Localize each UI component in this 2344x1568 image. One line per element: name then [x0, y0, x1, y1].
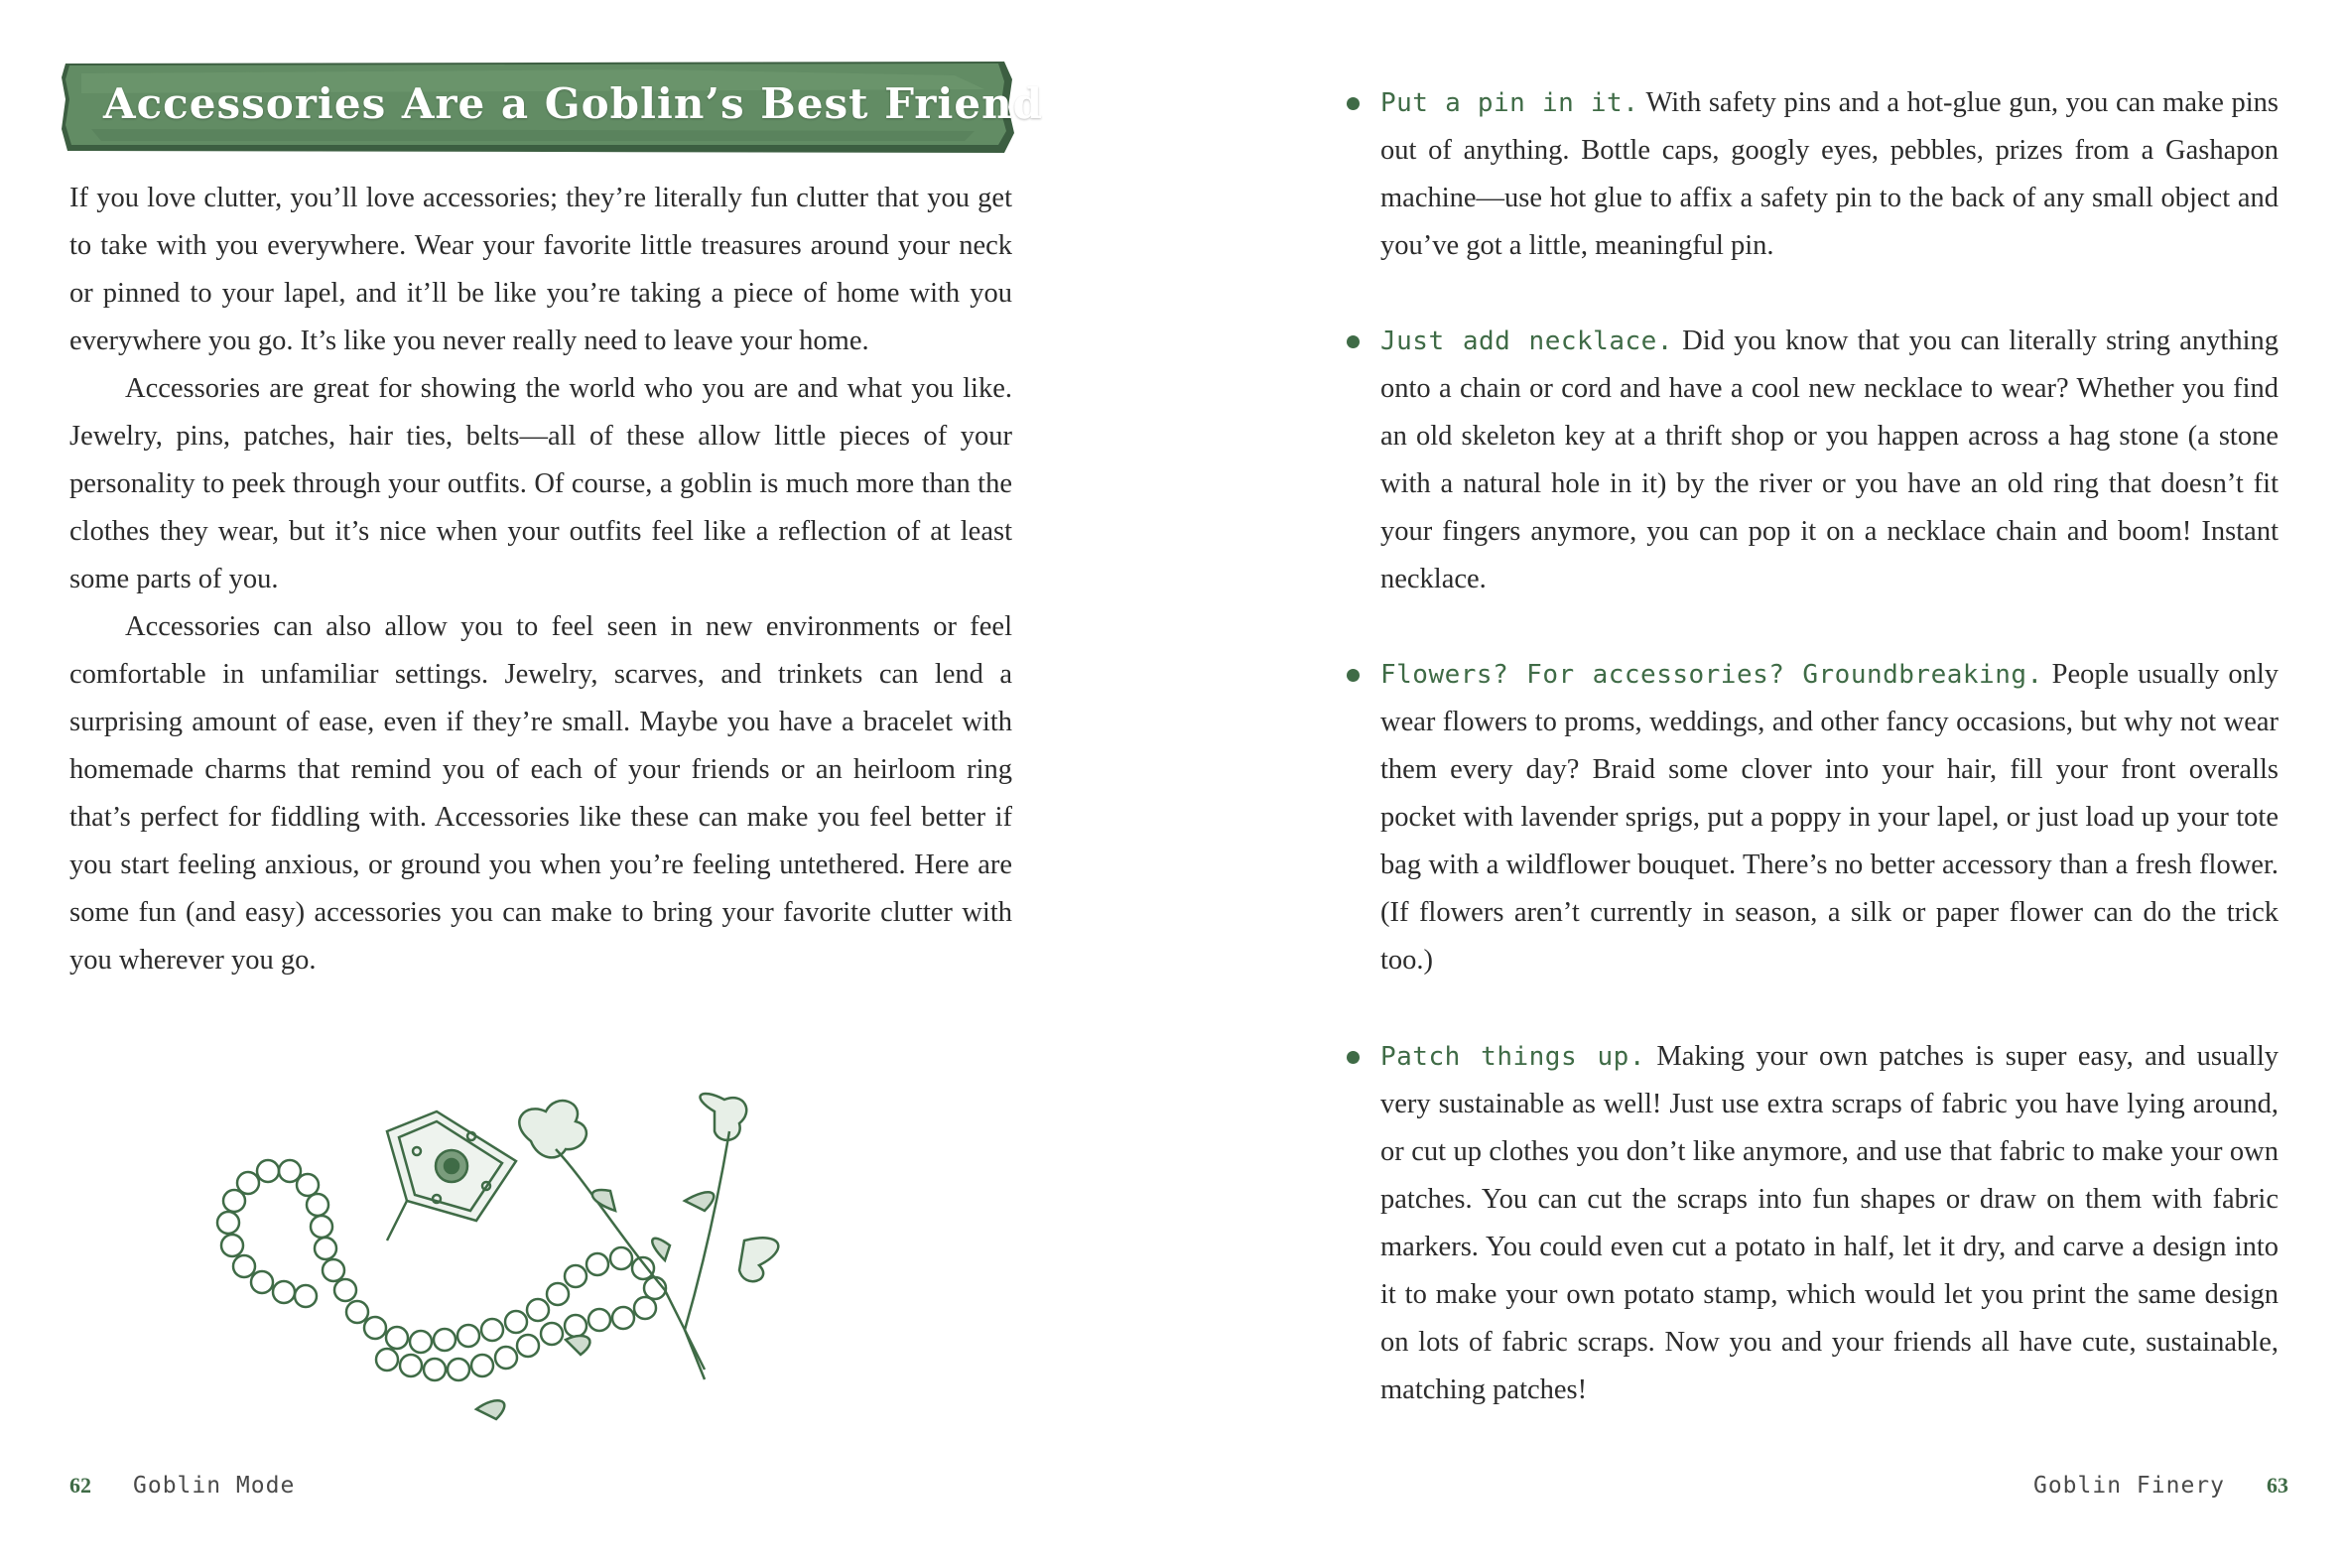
page-number: 62 — [69, 1473, 91, 1498]
list-item — [1380, 79, 2279, 270]
right-folio — [2033, 1473, 2288, 1499]
bullet-lead: Just add necklace. — [1380, 327, 1673, 356]
list-item — [1380, 1033, 2279, 1414]
left-folio — [69, 1473, 295, 1499]
bullet-icon — [1347, 97, 1360, 110]
paragraph: Accessories can also allow you to feel seen in new environments or feel comfortable in unfamiliar settings. Jewelry, scarves, and trinkets can lend a surprising amount of ease, even if they’re small. Maybe you have a bracelet with homemade charms that remind you of each of your friends or an heirloom ring that’s perfect for fiddling with. Accessories like these can make you feel better if you start feeling anxious, or ground you when you’re feeling untethered. Here are some fun (and easy) accessories you can make to bring your favorite clutter with you wherever you go. — [69, 611, 1012, 976]
section-heading-banner — [62, 60, 1043, 155]
running-title: Goblin Finery — [2032, 1473, 2225, 1499]
paragraph: If you love clutter, you’ll love accessories; they’re literally fun clutter that you get to take with you everywhere. Wear your favorite little treasures around your neck or pinned to your lapel, and it’ll be like you’re taking a piece of home with you everywhere you go. It’s like you never really need to leave your home. — [69, 183, 1012, 356]
bullet-text: Making your own patches is super easy, and usually very sustainable as well! Just use extra scraps of fabric you have lying around, or cut up clothes you don’t like anymore, and use that fabric to make your own patches. You can cut the scraps into fun shapes or draw on them with fabric markers. You could even cut a potato in half, let it dry, and carve a design into it to make your own potato stamp, which would let you print the same design on lots of fabric scraps. Now you and your friends all have cute, sustainable, matching patches! — [1380, 1041, 2279, 1405]
bullet-text: With safety pins and a hot-glue gun, you can make pins out of anything. Bottle caps, googly eyes, pebbles, prizes from a Gashapon machine—use hot glue to affix a safety pin to the back of any small object and you’ve got a little, meaningful pin. — [1380, 87, 2279, 261]
right-page — [1172, 0, 2344, 1568]
bullet-lead: Put a pin in it. — [1380, 88, 1639, 118]
running-title: Goblin Mode — [133, 1473, 296, 1499]
flowers-icon — [476, 1094, 778, 1419]
bullet-icon — [1347, 335, 1360, 348]
bullet-lead: Flowers? For accessories? Groundbreaking. — [1380, 660, 2043, 690]
list-item — [1380, 651, 2279, 984]
section-heading: Accessories Are a Goblin’s Best Friend — [103, 79, 1043, 128]
bullet-text: People usually only wear flowers to proms, weddings, and other fancy occasions, but why not wear them every day? Braid some clover into your hair, fill your front overalls pocket with lavender sprigs, put a poppy in your lapel, or just load up your tote bag with a wildflower bouquet. There’s no better accessory than a fresh flower. (If flowers aren’t currently in season, a silk or paper flower can do the trick too.) — [1380, 659, 2279, 976]
accessories-illustration — [149, 1092, 873, 1449]
list-item — [1380, 318, 2279, 603]
brooch-pin-icon — [387, 1111, 516, 1241]
bullet-icon — [1347, 669, 1360, 682]
bullet-text: Did you know that you can literally string anything onto a chain or cord and have a cool new necklace to wear? Whether you find an old skeleton key at a thrift shop or you happen across a hag stone (a stone with a natural hole in it) by the river or you have an old ring that doesn’t fit your fingers anymore, you can pop it on a necklace chain and boom! Instant necklace. — [1380, 326, 2279, 594]
intro-body — [69, 175, 1012, 984]
bullet-lead: Patch things up. — [1380, 1042, 1645, 1072]
bullet-icon — [1347, 1051, 1360, 1064]
paragraph: Accessories are great for showing the world who you are and what you like. Jewelry, pins, patches, hair ties, belts—all of these allow little pieces of your personality to peek through your outfits. Of course, a goblin is much more than the clothes they wear, but it’s nice when your outfits feel like a reflection of at least some parts of you. — [69, 373, 1012, 594]
page-number: 63 — [2267, 1473, 2288, 1498]
